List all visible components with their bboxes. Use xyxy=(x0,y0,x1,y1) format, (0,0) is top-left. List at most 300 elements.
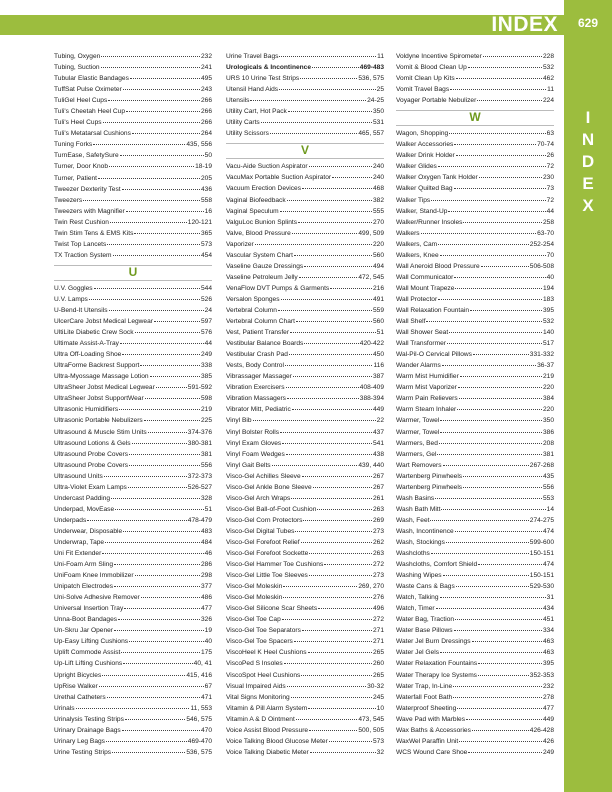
dot-leader xyxy=(304,266,372,267)
entry-name: Vibration Exercisers xyxy=(226,384,285,392)
index-entry xyxy=(54,692,212,703)
entry-page: 73 xyxy=(546,185,554,193)
index-entry xyxy=(226,195,384,206)
entry-name: Tuli's Metatarsal Cushions xyxy=(54,130,131,138)
dot-leader xyxy=(295,531,372,532)
entry-page: 426-428 xyxy=(529,726,554,734)
dot-leader xyxy=(123,531,200,532)
entry-name: Walkers xyxy=(396,229,420,237)
index-entry xyxy=(396,217,554,228)
dot-leader xyxy=(470,310,542,311)
dot-leader xyxy=(302,630,372,631)
index-entry xyxy=(226,51,384,62)
index-entry xyxy=(396,172,554,183)
side-tab-letters xyxy=(564,107,612,217)
entry-page: 408-409 xyxy=(359,384,384,392)
entry-name: Underwrap, Tape xyxy=(54,538,105,546)
index-entry xyxy=(226,128,384,139)
dot-leader xyxy=(437,454,542,455)
entry-name: Washcloths xyxy=(396,550,430,558)
index-entry xyxy=(396,404,554,415)
dot-leader xyxy=(109,310,204,311)
entry-name: Undercast Padding xyxy=(54,494,111,502)
entry-page: 469-483 xyxy=(359,64,384,72)
entry-page: 72 xyxy=(546,196,554,204)
entry-page: 350 xyxy=(372,108,384,116)
entry-page: 11 xyxy=(547,86,554,94)
dot-leader xyxy=(435,498,542,499)
entry-page: 374-376 xyxy=(187,428,212,436)
entry-name: Watch, Timer xyxy=(396,605,435,613)
index-entry xyxy=(396,305,554,316)
dot-leader xyxy=(447,343,542,344)
dot-leader xyxy=(105,542,200,543)
index-entry xyxy=(226,482,384,493)
entry-page: 70-74 xyxy=(537,141,554,149)
index-entry xyxy=(396,736,554,747)
entry-page: 377 xyxy=(200,583,212,591)
entry-page: 266 xyxy=(200,108,212,116)
entry-page: 483 xyxy=(200,527,212,535)
entry-name: ViscoHeel K Heel Cushions xyxy=(226,649,307,657)
entry-name: Un-Skru Jar Opener xyxy=(54,627,113,635)
dot-leader xyxy=(83,200,200,201)
dot-leader xyxy=(296,321,372,322)
entry-name: Walker Accessories xyxy=(396,141,454,149)
dot-leader xyxy=(294,255,372,256)
index-entry xyxy=(54,217,212,228)
index-entry xyxy=(54,382,212,393)
index-entry xyxy=(226,84,384,95)
entry-name: U-Bend-It Utensils xyxy=(54,306,108,314)
entry-page: 224 xyxy=(542,97,554,105)
entry-page: 331-332 xyxy=(529,351,554,359)
dot-leader xyxy=(463,487,542,488)
index-entry xyxy=(54,471,212,482)
entry-page: 240 xyxy=(372,174,384,182)
entry-name: Wander Alarms xyxy=(396,362,441,370)
dot-leader xyxy=(455,531,542,532)
entry-name: Ultrasound Lotions & Gels xyxy=(54,439,131,447)
dot-leader xyxy=(289,354,372,355)
entry-name: Water Base Pillows xyxy=(396,627,453,635)
index-column-1 xyxy=(54,51,212,758)
index-entry xyxy=(226,703,384,714)
entry-page: 258 xyxy=(542,218,554,226)
dot-leader xyxy=(478,675,529,676)
index-entry xyxy=(396,548,554,559)
entry-name: Wall Shelf xyxy=(396,318,426,326)
entry-name: Vertebral Column Chart xyxy=(226,318,295,326)
dot-leader xyxy=(296,719,358,720)
entry-name: TuliGel Heel Cups xyxy=(54,97,108,105)
entry-name: Vomit Travel Bags xyxy=(396,86,450,94)
entry-page: 350 xyxy=(542,417,554,425)
dot-leader xyxy=(438,299,542,300)
entry-name: Vacuum Erection Devices xyxy=(226,185,302,193)
index-entry xyxy=(226,725,384,736)
dot-leader xyxy=(132,133,200,134)
index-entry xyxy=(54,570,212,581)
entry-page: 36-37 xyxy=(537,362,554,370)
entry-name: Tuning Forks xyxy=(54,141,93,149)
index-entry xyxy=(226,636,384,647)
index-entry xyxy=(226,714,384,725)
index-entry xyxy=(54,184,212,195)
entry-page: 50 xyxy=(204,152,212,160)
entry-name: WCS Wound Care Shoe xyxy=(396,748,468,756)
entry-page: 470 xyxy=(200,726,212,734)
entry-page: 263 xyxy=(372,550,384,558)
entry-page: 544 xyxy=(200,284,212,292)
dot-leader xyxy=(107,244,200,245)
entry-name: Wave Pad with Marbles xyxy=(396,715,466,723)
index-entry xyxy=(396,360,554,371)
dot-leader xyxy=(472,730,529,731)
entry-name: Turner, Door Knob xyxy=(54,163,108,171)
entry-name: Uplift Commode Assist xyxy=(54,649,121,657)
dot-leader xyxy=(291,498,372,499)
entry-name: Vomit Clean Up Kits xyxy=(396,75,455,83)
index-entry xyxy=(54,625,212,636)
dot-leader xyxy=(481,266,529,267)
dot-leader xyxy=(126,111,200,112)
index-entry xyxy=(226,515,384,526)
index-entry xyxy=(226,404,384,415)
dot-leader xyxy=(463,222,542,223)
dot-leader xyxy=(308,708,375,709)
entry-name: Urologicals & Incontinence xyxy=(226,64,312,72)
entry-name: Underwear, Disposable xyxy=(54,527,123,535)
index-entry xyxy=(396,427,554,438)
index-entry xyxy=(54,338,212,349)
entry-name: Wartenberg Pinwheels xyxy=(396,483,463,491)
entry-name: Vinyl Foam Wedges xyxy=(226,450,285,458)
dot-leader xyxy=(453,697,542,698)
dot-leader xyxy=(129,641,204,642)
entry-name: U.V. Goggles xyxy=(54,284,93,292)
index-entry xyxy=(54,592,212,603)
entry-name: ValguLoc Bunion Splints xyxy=(226,218,297,226)
entry-name: Visco-Gel Toe Spacers xyxy=(226,638,293,646)
index-entry xyxy=(54,117,212,128)
entry-name: Turner, Patient xyxy=(54,174,98,182)
entry-name: Ultrasonic Portable Nebulizers xyxy=(54,417,143,425)
entry-page: 597 xyxy=(200,318,212,326)
dot-leader xyxy=(332,177,372,178)
index-entry xyxy=(54,493,212,504)
entry-name: Walker/Runner Insoles xyxy=(396,218,463,226)
index-entry xyxy=(396,581,554,592)
entry-name: Vaginal Biofeedback xyxy=(226,196,286,204)
entry-page: 385 xyxy=(200,373,212,381)
index-entry xyxy=(396,150,554,161)
entry-name: Waterproof Sheeting xyxy=(396,704,457,712)
entry-page: 63-70 xyxy=(537,229,554,237)
dot-leader xyxy=(440,597,546,598)
index-entry xyxy=(226,161,384,172)
entry-name: Warmer, Towel xyxy=(396,428,440,436)
entry-page: 471 xyxy=(200,693,212,701)
dot-leader xyxy=(453,686,542,687)
entry-page: 381 xyxy=(542,450,554,458)
index-entry xyxy=(54,581,212,592)
dot-leader xyxy=(438,166,546,167)
entry-page: 243 xyxy=(200,86,212,94)
entry-page: 278 xyxy=(542,693,554,701)
entry-page: 286 xyxy=(200,561,212,569)
entry-name: ViscoSpot Heel Cushions xyxy=(226,671,301,679)
entry-name: Ultra Off-Loading Shoe xyxy=(54,351,122,359)
index-entry xyxy=(54,305,212,316)
dot-leader xyxy=(99,686,204,687)
entry-page: 546, 575 xyxy=(186,715,212,723)
index-entry xyxy=(396,493,554,504)
entry-page: 434 xyxy=(542,605,554,613)
index-entry xyxy=(396,272,554,283)
index-entry xyxy=(396,349,554,360)
entry-name: Wash Basins xyxy=(396,494,435,502)
entry-name: Urine Testing Strips xyxy=(54,748,112,756)
entry-page: 450 xyxy=(372,351,384,359)
index-entry xyxy=(396,338,554,349)
index-entry xyxy=(54,161,212,172)
entry-page: 265 xyxy=(372,649,384,657)
index-entry xyxy=(226,658,384,669)
dot-leader xyxy=(456,78,542,79)
entry-page: 245 xyxy=(372,693,384,701)
dot-leader xyxy=(135,332,200,333)
entry-page: 120-121 xyxy=(187,218,212,226)
entry-page: 14 xyxy=(546,505,554,513)
index-entry xyxy=(396,449,554,460)
index-entry xyxy=(396,316,554,327)
entry-page: 219 xyxy=(542,373,554,381)
dot-leader xyxy=(309,575,372,576)
entry-name: Visco-Gel Toe Cap xyxy=(226,616,281,624)
dot-leader xyxy=(438,244,529,245)
dot-leader xyxy=(308,652,372,653)
dot-leader xyxy=(303,520,372,521)
entry-name: Wall Transformer xyxy=(396,340,446,348)
dot-leader xyxy=(466,719,542,720)
entry-page: 365 xyxy=(200,229,212,237)
entry-page: 388-394 xyxy=(359,395,384,403)
entry-name: Voice Talking Diabetic Meter xyxy=(226,748,309,756)
dot-leader xyxy=(292,233,358,234)
entry-name: Vaseline Petroleum Jelly xyxy=(226,273,298,281)
index-entry xyxy=(396,250,554,261)
entry-name: Vibrassager Massager xyxy=(226,373,292,381)
index-entry xyxy=(226,559,384,570)
index-entry xyxy=(226,427,384,438)
index-entry xyxy=(226,471,384,482)
index-entry xyxy=(226,261,384,272)
index-entry xyxy=(54,239,212,250)
index-entry xyxy=(54,736,212,747)
index-entry xyxy=(54,294,212,305)
entry-name: Urinary Drainage Bags xyxy=(54,726,121,734)
entry-page: 499, 509 xyxy=(358,229,384,237)
entry-name: Utility Scissors xyxy=(226,130,269,138)
index-entry xyxy=(226,62,384,73)
index-entry xyxy=(396,625,554,636)
entry-name: Voldyne Incentive Spirometer xyxy=(396,53,482,60)
entry-name: URS 10 Urine Test Strips xyxy=(226,75,300,83)
index-entry xyxy=(396,747,554,758)
entry-page: 506-508 xyxy=(529,262,554,270)
dot-leader xyxy=(87,520,187,521)
entry-page: 560 xyxy=(372,318,384,326)
index-entry xyxy=(226,460,384,471)
entry-page: 469-470 xyxy=(187,737,212,745)
entry-page: 496 xyxy=(372,605,384,613)
dot-leader xyxy=(102,553,203,554)
index-entry xyxy=(226,692,384,703)
entry-name: Walker Drink Holder xyxy=(396,152,455,160)
entry-name: Ultra-Violet Exam Lamps xyxy=(54,483,127,491)
index-entry xyxy=(396,139,554,150)
dot-leader xyxy=(455,619,542,620)
dot-leader xyxy=(270,133,357,134)
entry-page: 31 xyxy=(546,594,554,602)
dot-leader xyxy=(114,586,200,587)
dot-leader xyxy=(468,67,542,68)
entry-name: Vinyl Bolster Rolls xyxy=(226,428,280,436)
entry-page: 40, 41 xyxy=(193,660,212,668)
entry-page: 150-151 xyxy=(529,572,554,580)
entry-page: 334 xyxy=(542,627,554,635)
index-entry xyxy=(396,95,554,106)
dot-leader xyxy=(125,719,185,720)
dot-leader xyxy=(477,100,542,101)
index-entry xyxy=(396,537,554,548)
index-section xyxy=(396,110,554,758)
entry-name: Wart Removers xyxy=(396,461,442,469)
index-entry xyxy=(396,283,554,294)
dot-leader xyxy=(279,89,376,90)
dot-leader xyxy=(111,498,200,499)
entry-page: 205 xyxy=(200,174,212,182)
entry-page: 436 xyxy=(200,185,212,193)
index-entry xyxy=(226,625,384,636)
entry-name: VenaFlow DVT Pumps & Garments xyxy=(226,284,330,292)
dot-leader xyxy=(457,409,542,410)
entry-name: Twin Rest Cushion xyxy=(54,218,109,226)
entry-name: Walker Quilted Bag xyxy=(396,185,453,193)
entry-page: 451 xyxy=(542,616,554,624)
dot-leader xyxy=(129,465,200,466)
entry-name: Wall Protector xyxy=(396,295,438,303)
dot-leader xyxy=(278,310,372,311)
index-entry xyxy=(226,614,384,625)
entry-page: 240 xyxy=(372,163,384,171)
dot-leader xyxy=(118,619,200,620)
dot-leader xyxy=(430,520,528,521)
index-entry xyxy=(54,515,212,526)
index-entry xyxy=(54,559,212,570)
entry-page: 435, 556 xyxy=(186,141,212,149)
entry-page: 556 xyxy=(200,461,212,469)
dot-leader xyxy=(449,133,545,134)
entry-name: Vomit & Blood Clean Up xyxy=(396,64,467,72)
dot-leader xyxy=(288,111,372,112)
index-entry xyxy=(396,51,554,62)
entry-page: 266 xyxy=(200,97,212,105)
entry-name: Warm Pain Relievers xyxy=(396,395,458,403)
dot-leader xyxy=(450,89,546,90)
dot-leader xyxy=(140,365,200,366)
index-entry xyxy=(396,382,554,393)
index-entry xyxy=(226,117,384,128)
dot-leader xyxy=(300,78,357,79)
index-entry xyxy=(226,316,384,327)
entry-name: Vascular System Chart xyxy=(226,251,293,259)
dot-leader xyxy=(290,332,376,333)
dot-leader xyxy=(150,376,200,377)
dot-leader xyxy=(302,476,372,477)
entry-page: 72 xyxy=(546,163,554,171)
entry-name: Walkers, Knee xyxy=(396,251,439,259)
index-entry xyxy=(396,460,554,471)
entry-page: 437 xyxy=(372,428,384,436)
index-entry xyxy=(54,206,212,217)
side-tab-letter: N xyxy=(581,130,595,149)
dot-leader xyxy=(440,420,542,421)
entry-name: Walker Oxygen Tank Holder xyxy=(396,174,478,182)
entry-name: Utility Carts xyxy=(226,119,260,127)
entry-page: 559 xyxy=(372,306,384,314)
entry-name: Warmers, Bed xyxy=(396,439,438,447)
index-entry xyxy=(396,592,554,603)
entry-page: 380-381 xyxy=(187,439,212,447)
dot-leader xyxy=(294,641,372,642)
dot-leader xyxy=(284,663,372,664)
index-entry xyxy=(396,195,554,206)
entry-page: 194 xyxy=(542,284,554,292)
dot-leader xyxy=(301,675,372,676)
entry-page: 252-254 xyxy=(529,240,554,248)
entry-name: Up-Easy Lifting Cushions xyxy=(54,638,129,646)
index-column-2 xyxy=(226,51,384,758)
index-column-3 xyxy=(396,51,554,758)
entry-page: 271 xyxy=(372,638,384,646)
entry-page: 228 xyxy=(542,53,554,60)
entry-page: 395 xyxy=(542,660,554,668)
page-title: INDEX xyxy=(491,13,558,36)
entry-page: 225 xyxy=(200,417,212,425)
index-entry xyxy=(226,393,384,404)
index-entry xyxy=(226,206,384,217)
entry-page: 267 xyxy=(372,483,384,491)
entry-name: Vitamin & Pill Alarm System xyxy=(226,704,308,712)
dot-leader xyxy=(460,376,542,377)
entry-page: 352-353 xyxy=(529,671,554,679)
dot-leader xyxy=(124,608,200,609)
index-entry xyxy=(226,283,384,294)
entry-name: Urinals xyxy=(54,704,75,712)
index-entry xyxy=(226,217,384,228)
dot-leader xyxy=(448,211,545,212)
index-entry xyxy=(54,150,212,161)
index-entry xyxy=(396,84,554,95)
dot-leader xyxy=(122,189,200,190)
index-entry xyxy=(54,393,212,404)
entry-page: 16 xyxy=(204,207,212,215)
dot-leader xyxy=(440,432,542,433)
entry-name: VacuMax Portable Suction Aspirator xyxy=(226,174,332,182)
entry-page: 560 xyxy=(372,251,384,259)
